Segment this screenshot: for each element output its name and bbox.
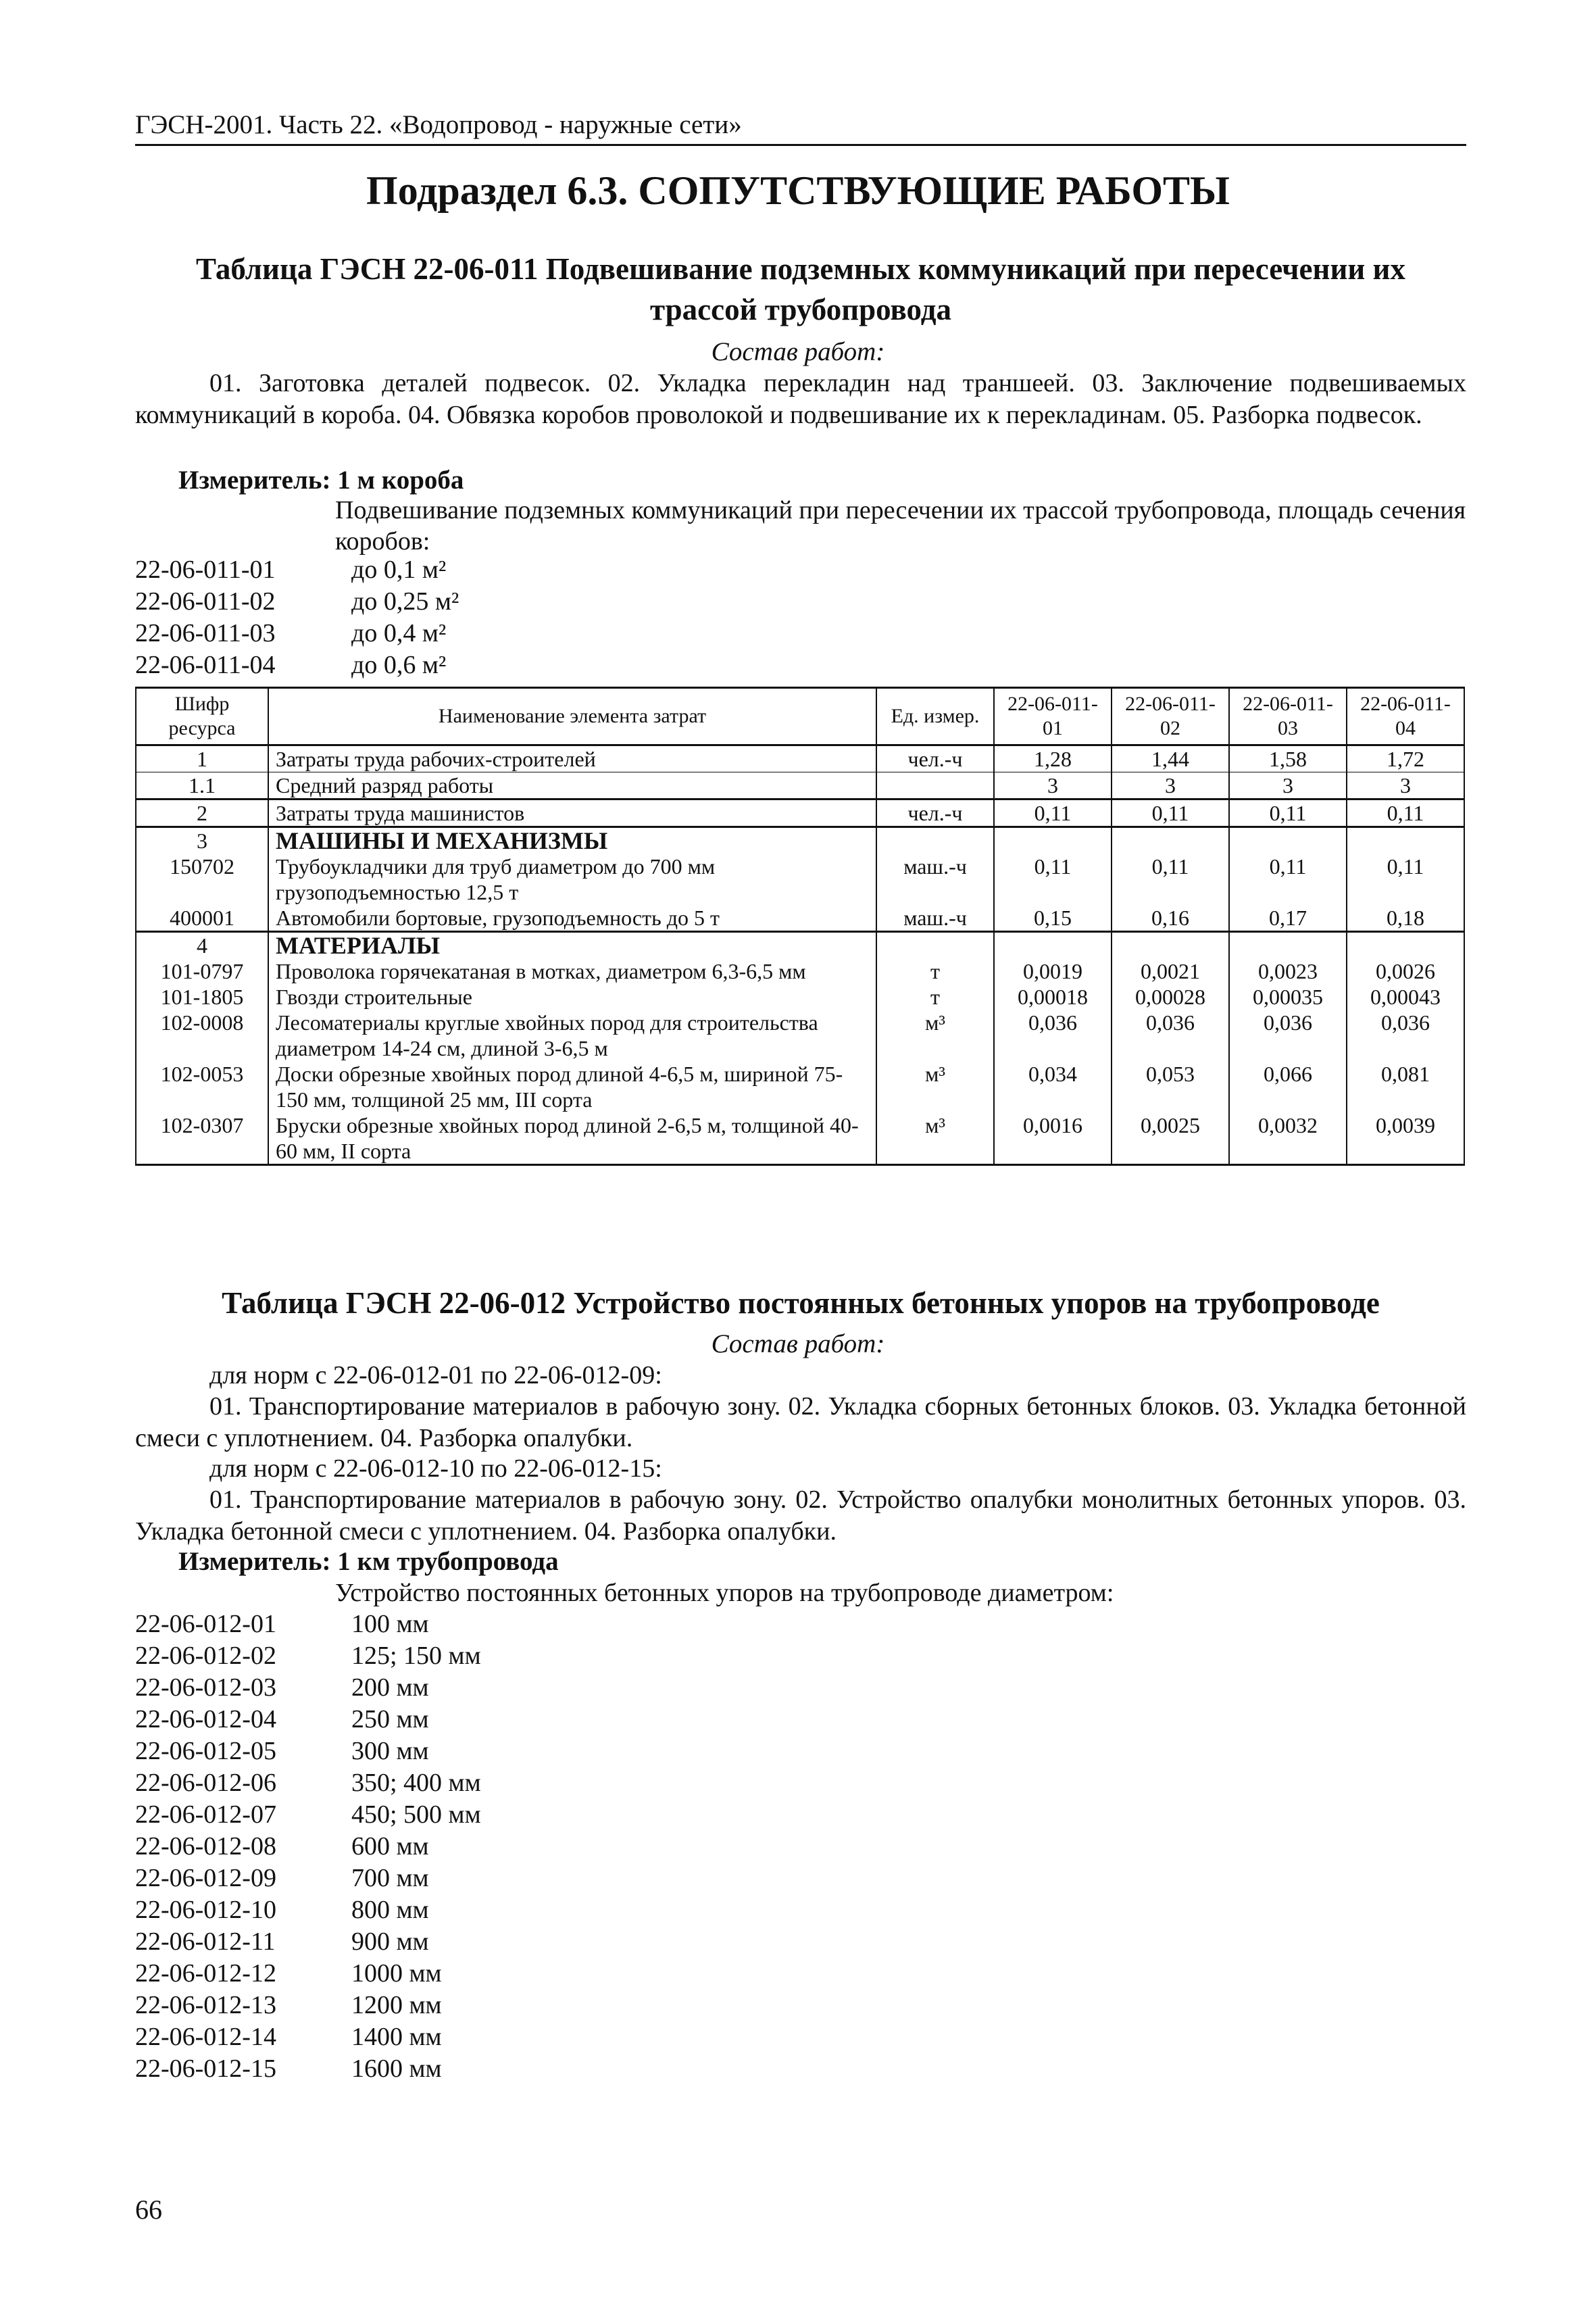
cell-unit: м³ [876, 1061, 994, 1112]
cell-name: Трубоукладчики для труб диаметром до 700 мм грузоподъемностью 12,5 т [268, 854, 876, 905]
cell-name: МАШИНЫ И МЕХАНИЗМЫ [268, 827, 876, 854]
cell-value: 0,053 [1112, 1061, 1229, 1112]
resource-table [135, 687, 1465, 1166]
cell-unit: т [876, 984, 994, 1010]
cell-code: 101-1805 [136, 984, 268, 1010]
header-col-2: 22-06-011-02 [1112, 688, 1229, 745]
cell-code: 2 [136, 799, 268, 827]
cell-value: 0,0021 [1112, 958, 1229, 984]
norm-value: 125; 150 мм [351, 1642, 481, 1670]
norm-code: 22-06-011-02 [135, 587, 276, 616]
cell-value: 0,15 [994, 905, 1112, 932]
cell-value: 0,0039 [1347, 1112, 1464, 1165]
table-row [136, 905, 1464, 932]
norm-code: 22-06-012-15 [135, 2054, 276, 2083]
header-col-4: 22-06-011-04 [1347, 688, 1464, 745]
table2-meter: Измеритель: 1 км трубопровода [178, 1547, 559, 1576]
cell-code: 102-0307 [136, 1112, 268, 1165]
table-row [136, 1112, 1464, 1165]
cell-name: Затраты труда машинистов [268, 799, 876, 827]
cell-unit [876, 772, 994, 799]
cell-value: 0,11 [1347, 799, 1464, 827]
norm-row [135, 2021, 481, 2053]
cell-value: 0,036 [994, 1010, 1112, 1061]
cell-value [1347, 932, 1464, 959]
cell-value: 3 [1229, 772, 1347, 799]
table1-meter: Измеритель: 1 м короба [178, 466, 464, 495]
header-unit: Ед. измер. [876, 688, 994, 745]
cell-value [1229, 827, 1347, 854]
cell-name: Лесоматериалы круглые хвойных пород для строительства диаметром 14-24 см, длиной 3-6,5 м [268, 1010, 876, 1061]
cell-value: 0,081 [1347, 1061, 1464, 1112]
cell-code: 1 [136, 745, 268, 772]
header-code: Шифр ресурса [136, 688, 268, 745]
norm-code: 22-06-012-13 [135, 1991, 276, 2019]
norm-row [135, 1894, 481, 1926]
norm-row [135, 1672, 481, 1704]
norm-code: 22-06-012-11 [135, 1927, 276, 1956]
table-row [136, 799, 1464, 827]
norm-row [135, 586, 459, 618]
cell-value: 0,00043 [1347, 984, 1464, 1010]
cell-value: 1,44 [1112, 745, 1229, 772]
norm-code: 22-06-012-06 [135, 1769, 276, 1797]
cell-value: 0,036 [1229, 1010, 1347, 1061]
group-operators [136, 799, 1464, 827]
cell-value: 0,0019 [994, 958, 1112, 984]
cell-unit: м³ [876, 1010, 994, 1061]
cell-unit: м³ [876, 1112, 994, 1165]
table1-norm-list [135, 554, 459, 681]
section-title: Подраздел 6.3. СОПУТСТВУЮЩИЕ РАБОТЫ [366, 168, 1230, 213]
norm-value: 1400 мм [351, 2023, 442, 2051]
cell-value: 0,036 [1347, 1010, 1464, 1061]
cell-unit: чел.-ч [876, 745, 994, 772]
norm-code: 22-06-011-03 [135, 619, 276, 647]
norm-row [135, 1704, 481, 1736]
cell-code: 1.1 [136, 772, 268, 799]
norm-row [135, 1926, 481, 1958]
cell-value: 0,0016 [994, 1112, 1112, 1165]
table1-work-heading: Состав работ: [711, 337, 885, 366]
header-name: Наименование элемента затрат [268, 688, 876, 745]
norm-row [135, 1799, 481, 1831]
cell-value [1347, 827, 1464, 854]
table2-group1-label [135, 1360, 1466, 1392]
norm-value: до 0,6 м² [351, 651, 447, 679]
cell-code: 4 [136, 932, 268, 959]
cell-value [1112, 932, 1229, 959]
cell-value: 0,066 [1229, 1061, 1347, 1112]
cell-value: 1,28 [994, 745, 1112, 772]
norm-value: 1000 мм [351, 1959, 442, 1988]
table1-work-text [135, 368, 1466, 431]
table-row [136, 984, 1464, 1010]
cell-unit: маш.-ч [876, 854, 994, 905]
norm-value: 450; 500 мм [351, 1800, 481, 1829]
running-head: ГЭСН-2001. Часть 22. «Водопровод - наружные сети» [135, 109, 1466, 146]
cell-value: 3 [1112, 772, 1229, 799]
cell-code: 101-0797 [136, 958, 268, 984]
cell-value: 1,58 [1229, 745, 1347, 772]
cell-value: 0,0032 [1229, 1112, 1347, 1165]
cell-unit: маш.-ч [876, 905, 994, 932]
cell-unit [876, 932, 994, 959]
cell-unit [876, 827, 994, 854]
norm-value: 600 мм [351, 1832, 429, 1861]
norm-code: 22-06-012-03 [135, 1673, 276, 1702]
table1-work-text-body: 01. Заготовка деталей подвесок. 02. Укладка перекладин над траншеей. 03. Заключение подвешиваемых коммуникаций в короба. 04. Обвязка коробов проволокой и подвешивание их к перекладинам. 05. Разборка подвесок. [135, 369, 1466, 429]
cell-unit: чел.-ч [876, 799, 994, 827]
norm-code: 22-06-012-04 [135, 1705, 276, 1733]
group-materials [136, 932, 1464, 1165]
cell-value: 0,00035 [1229, 984, 1347, 1010]
table1-title [135, 249, 1466, 330]
table-row [136, 772, 1464, 799]
cell-value: 0,00028 [1112, 984, 1229, 1010]
norm-value: до 0,4 м² [351, 619, 447, 647]
norm-value: 300 мм [351, 1737, 429, 1765]
cell-value: 1,72 [1347, 745, 1464, 772]
table2-group1-text-body: 01. Транспортирование материалов в рабочую зону. 02. Укладка сборных бетонных блоков. 03. Укладка бетонной смеси с уплотнением. 04. Разборка опалубки. [135, 1392, 1466, 1452]
cell-value: 0,0023 [1229, 958, 1347, 984]
norm-code: 22-06-012-09 [135, 1864, 276, 1892]
norm-row [135, 618, 459, 649]
cell-name: Автомобили бортовые, грузоподъемность до 5 т [268, 905, 876, 932]
cell-value: 0,11 [1347, 854, 1464, 905]
table-row [136, 745, 1464, 772]
cell-value [1229, 932, 1347, 959]
cell-value: 0,18 [1347, 905, 1464, 932]
table2-group2-label [135, 1453, 1466, 1485]
norm-value: 800 мм [351, 1896, 429, 1924]
cell-name: Затраты труда рабочих-строителей [268, 745, 876, 772]
cell-value: 3 [994, 772, 1112, 799]
group-labor [136, 745, 1464, 799]
norm-code: 22-06-012-01 [135, 1610, 276, 1638]
norm-code: 22-06-011-04 [135, 651, 276, 679]
norm-value: 1200 мм [351, 1991, 442, 2019]
cell-value: 0,17 [1229, 905, 1347, 932]
norm-value: 350; 400 мм [351, 1769, 481, 1797]
table2-group1-text [135, 1391, 1466, 1454]
norm-row [135, 1958, 481, 1990]
cell-value [994, 932, 1112, 959]
norm-code: 22-06-011-01 [135, 556, 276, 584]
norm-value: 250 мм [351, 1705, 429, 1733]
cell-value: 0,0026 [1347, 958, 1464, 984]
table2-intro: Устройство постоянных бетонных упоров на трубопроводе диаметром: [335, 1579, 1114, 1607]
norm-row [135, 1640, 481, 1672]
cell-value: 0,11 [1229, 799, 1347, 827]
cell-name: МАТЕРИАЛЫ [268, 932, 876, 959]
table-row [136, 854, 1464, 905]
cell-value: 0,11 [994, 799, 1112, 827]
norm-row [135, 1990, 481, 2021]
cell-unit: т [876, 958, 994, 984]
table-row [136, 958, 1464, 984]
cell-value: 0,11 [994, 854, 1112, 905]
norm-code: 22-06-012-14 [135, 2023, 276, 2051]
cell-value: 0,0025 [1112, 1112, 1229, 1165]
table2-title: Таблица ГЭСН 22-06-012 Устройство постоянных бетонных упоров на трубопроводе [222, 1286, 1380, 1320]
table-row [136, 1061, 1464, 1112]
norm-value: до 0,25 м² [351, 587, 459, 616]
norm-row [135, 2053, 481, 2085]
norm-code: 22-06-012-05 [135, 1737, 276, 1765]
norm-row [135, 1831, 481, 1863]
table1-title-line2: трассой трубопровода [649, 293, 951, 326]
cell-value: 3 [1347, 772, 1464, 799]
cell-value: 0,034 [994, 1061, 1112, 1112]
header-col-1: 22-06-011-01 [994, 688, 1112, 745]
norm-value: 200 мм [351, 1673, 429, 1702]
cell-value: 0,036 [1112, 1010, 1229, 1061]
norm-code: 22-06-012-12 [135, 1959, 276, 1988]
table-row [136, 932, 1464, 959]
cell-name: Доски обрезные хвойных пород длиной 4-6,5 м, шириной 75-150 мм, толщиной 25 мм, III сорта [268, 1061, 876, 1112]
norm-code: 22-06-012-08 [135, 1832, 276, 1861]
cell-value: 0,11 [1112, 854, 1229, 905]
norm-code: 22-06-012-07 [135, 1800, 276, 1829]
header-col-3: 22-06-011-03 [1229, 688, 1347, 745]
table-row [136, 1010, 1464, 1061]
cell-value: 0,00018 [994, 984, 1112, 1010]
norm-code: 22-06-012-02 [135, 1642, 276, 1670]
cell-code: 150702 [136, 854, 268, 905]
cell-code: 102-0008 [136, 1010, 268, 1061]
cell-name: Гвозди строительные [268, 984, 876, 1010]
norm-value: 700 мм [351, 1864, 429, 1892]
cell-value [994, 827, 1112, 854]
norm-row [135, 1767, 481, 1799]
cell-value: 0,11 [1112, 799, 1229, 827]
cell-name: Бруски обрезные хвойных пород длиной 2-6,5 м, толщиной 40-60 мм, II сорта [268, 1112, 876, 1165]
norm-value: до 0,1 м² [351, 556, 447, 584]
norm-value: 1600 мм [351, 2054, 442, 2083]
norm-row [135, 1736, 481, 1767]
cell-name: Средний разряд работы [268, 772, 876, 799]
norm-row [135, 649, 459, 681]
cell-code: 3 [136, 827, 268, 854]
cell-value: 0,16 [1112, 905, 1229, 932]
table-row [136, 827, 1464, 854]
cell-code: 102-0053 [136, 1061, 268, 1112]
table-header-row [136, 688, 1464, 745]
cell-name: Проволока горячекатаная в мотках, диаметром 6,3-6,5 мм [268, 958, 876, 984]
cell-value: 0,11 [1229, 854, 1347, 905]
norm-row [135, 1608, 481, 1640]
table2-group2-text-body: 01. Транспортирование материалов в рабочую зону. 02. Устройство опалубки монолитных бетонных упоров. 03. Укладка бетонной смеси с уплотнением. 04. Разборка опалубки. [135, 1485, 1466, 1546]
table2-work-heading: Состав работ: [711, 1329, 885, 1358]
table2-group2-label-text: для норм с 22-06-012-10 по 22-06-012-15: [209, 1454, 662, 1483]
norm-value: 100 мм [351, 1610, 429, 1638]
table2-norm-list [135, 1608, 481, 2085]
page-number: 66 [135, 2194, 162, 2225]
cell-value [1112, 827, 1229, 854]
table2-group1-label-text: для норм с 22-06-012-01 по 22-06-012-09: [209, 1361, 662, 1389]
table1-title-line1: Таблица ГЭСН 22-06-011 Подвешивание подземных коммуникаций при пересечении их [196, 252, 1405, 286]
table1-intro: Подвешивание подземных коммуникаций при пересечении их трассой трубопровода, площадь сечения коробов: [335, 496, 1466, 556]
norm-row [135, 1863, 481, 1894]
norm-value: 900 мм [351, 1927, 429, 1956]
table2-group2-text [135, 1484, 1466, 1548]
norm-code: 22-06-012-10 [135, 1896, 276, 1924]
norm-row [135, 554, 459, 586]
cell-code: 400001 [136, 905, 268, 932]
group-machines [136, 827, 1464, 932]
